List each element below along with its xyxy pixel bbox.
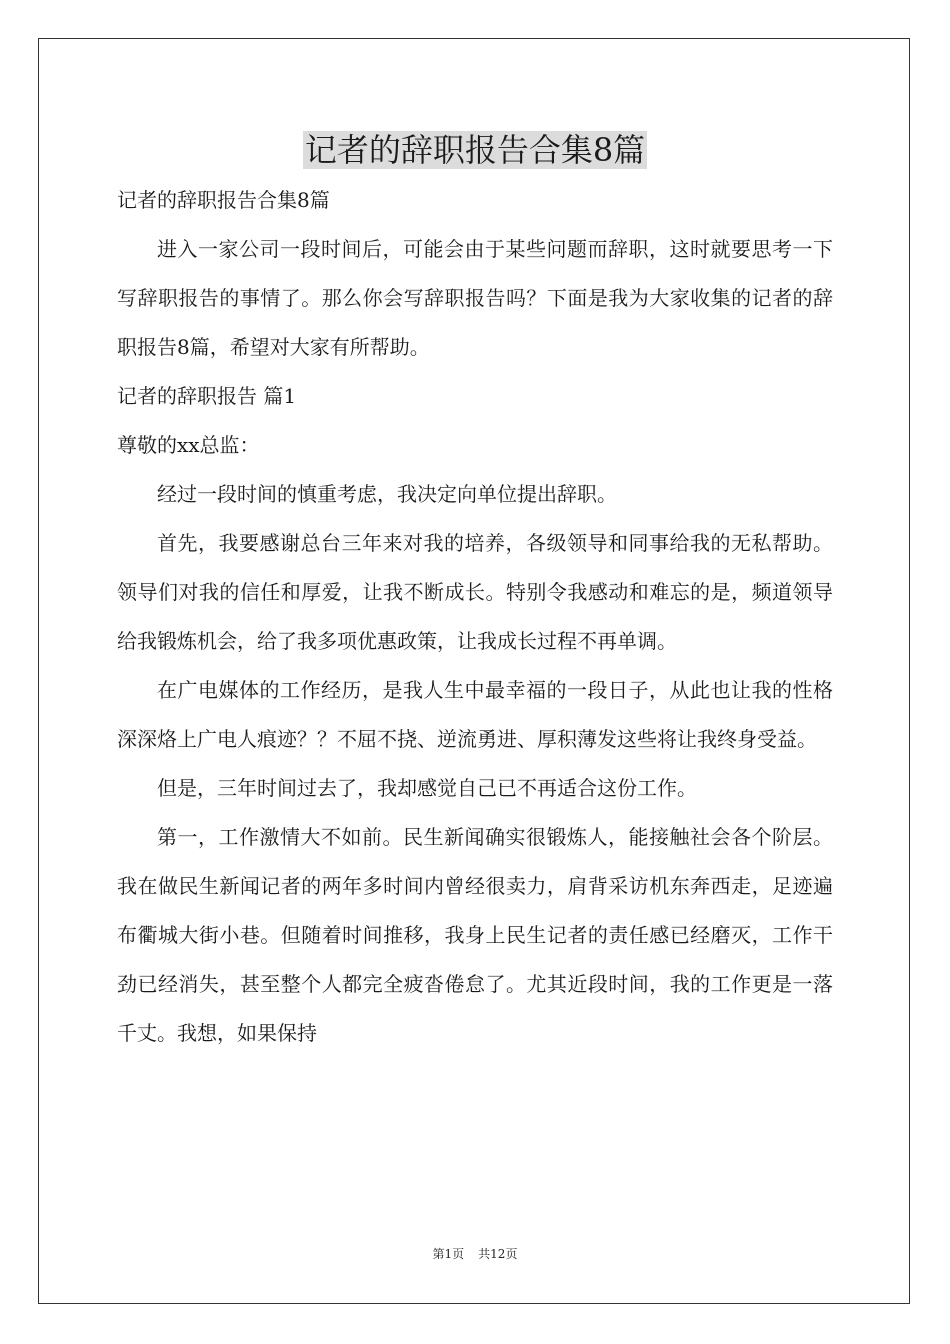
section-heading: 记者的辞职报告 篇1 <box>117 384 297 408</box>
document-title-text: 记者的辞职报告合集8篇 <box>304 131 646 169</box>
paragraph: 首先，我要感谢总台三年来对我的培养，各级领导和同事给我的无私帮助。领导们对我的信任和厚爱，让我不断成长。特别令我感动和难忘的是，频道领导给我锻炼机会，给了我多项优惠政策，让我成长过程不再单调。 <box>117 531 833 653</box>
page-total: 共12页 <box>478 1247 518 1261</box>
page-number: 第1页 <box>432 1247 465 1261</box>
document-title <box>0 122 950 178</box>
paragraph: 第一，工作激情大不如前。民生新闻确实很锻炼人，能接触社会各个阶层。我在做民生新闻记者的两年多时间内曾经很卖力，肩背采访机东奔西走，足迹遍布衢城大街小巷。但随着时间推移，我身上民生记者的责任感已经磨灭，工作干劲已经消失，甚至整个人都完全疲沓倦怠了。尤其近段时间，我的工作更是一落千丈。我想，如果保持 <box>117 825 833 1045</box>
salutation: 尊敬的xx总监： <box>117 433 260 457</box>
paragraph-intro: 进入一家公司一段时间后，可能会由于某些问题而辞职，这时就要思考一下写辞职报告的事情了。那么你会写辞职报告吗？下面是我为大家收集的记者的辞职报告8篇，希望对大家有所帮助。 <box>117 237 833 359</box>
document-body <box>117 176 833 1058</box>
paragraph: 经过一段时间的慎重考虑，我决定向单位提出辞职。 <box>157 482 617 506</box>
page-footer <box>0 1244 950 1264</box>
paragraph-subtitle: 记者的辞职报告合集8篇 <box>117 188 330 212</box>
paragraph: 在广电媒体的工作经历，是我人生中最幸福的一段日子，从此也让我的性格深深烙上广电人痕迹？？不屈不挠、逆流勇进、厚积薄发这些将让我终身受益。 <box>117 678 833 751</box>
paragraph: 但是，三年时间过去了，我却感觉自己已不再适合这份工作。 <box>157 776 697 800</box>
